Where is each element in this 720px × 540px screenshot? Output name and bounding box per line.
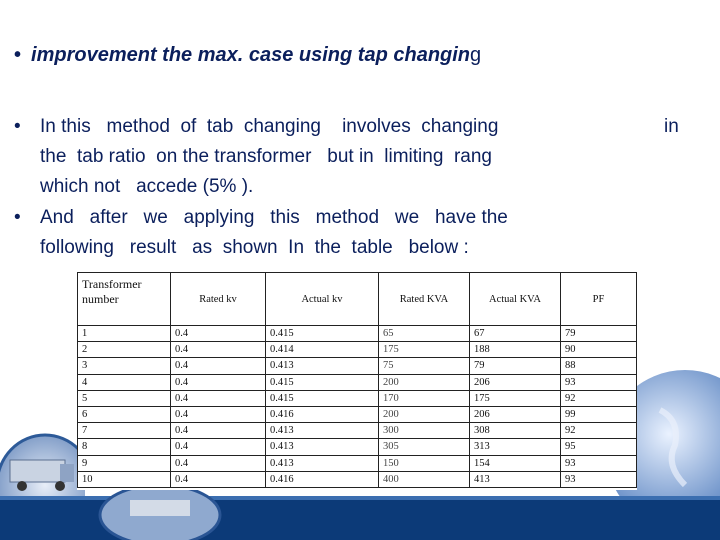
table-row	[78, 471, 637, 487]
table-cell: 2	[78, 342, 171, 358]
table-cell: 0.4	[171, 423, 266, 439]
table-cell: 6	[78, 406, 171, 422]
table-cell: 93	[561, 374, 637, 390]
table-cell: 0.4	[171, 358, 266, 374]
bullet-trail-text: in	[664, 116, 679, 137]
table-cell: 0.413	[266, 455, 379, 471]
table-cell: 300	[379, 423, 470, 439]
table-cell: 0.415	[266, 374, 379, 390]
table-cell: 154	[470, 455, 561, 471]
table-cell: 8	[78, 439, 171, 455]
table-header-row	[78, 273, 637, 326]
table-row	[78, 390, 637, 406]
table-row	[78, 326, 637, 342]
table-row	[78, 439, 637, 455]
table-row	[78, 406, 637, 422]
table-cell: 170	[379, 390, 470, 406]
table-cell: 150	[379, 455, 470, 471]
table-cell: 92	[561, 423, 637, 439]
table-cell: 65	[379, 326, 470, 342]
bullet-text: In this method of tab changing involves changing the tab ratio on the transformer but in limiting rang which not accede (5% ).	[40, 116, 499, 197]
table-cell: 1	[78, 326, 171, 342]
table-cell: 200	[379, 406, 470, 422]
results-table-container	[77, 272, 637, 490]
table-cell: 0.413	[266, 439, 379, 455]
table-cell: 79	[470, 358, 561, 374]
table-cell: 0.4	[171, 406, 266, 422]
table-cell: 0.413	[266, 358, 379, 374]
table-cell: 0.4	[171, 390, 266, 406]
table-cell: 0.4	[171, 374, 266, 390]
table-cell: 95	[561, 439, 637, 455]
table-cell: 99	[561, 406, 637, 422]
table-cell: 200	[379, 374, 470, 390]
table-cell: 313	[470, 439, 561, 455]
table-cell: 0.413	[266, 423, 379, 439]
table-row	[78, 455, 637, 471]
table-cell: 67	[470, 326, 561, 342]
bullet-dot: •	[14, 44, 22, 66]
table-row	[78, 374, 637, 390]
table-cell: 0.4	[171, 455, 266, 471]
table-cell: 400	[379, 471, 470, 487]
table-cell: 0.415	[266, 326, 379, 342]
header-rated-kva: Rated KVA	[379, 273, 470, 326]
bullet-dot: •	[14, 207, 21, 228]
title-text: improvement the max. case using tap changin	[31, 44, 471, 66]
table-cell: 0.414	[266, 342, 379, 358]
table-cell: 175	[470, 390, 561, 406]
header-rated-kv: Rated kv	[171, 273, 266, 326]
table-cell: 5	[78, 390, 171, 406]
table-cell: 0.4	[171, 439, 266, 455]
table-cell: 0.4	[171, 471, 266, 487]
header-actual-kv: Actual kv	[266, 273, 379, 326]
table-cell: 93	[561, 471, 637, 487]
slide-title	[14, 44, 481, 67]
table-cell: 0.4	[171, 342, 266, 358]
header-actual-kva: Actual KVA	[470, 273, 561, 326]
table-row	[78, 358, 637, 374]
table-cell: 305	[379, 439, 470, 455]
table-cell: 92	[561, 390, 637, 406]
table-cell: 90	[561, 342, 637, 358]
results-table	[77, 272, 637, 488]
table-cell: 10	[78, 471, 171, 487]
table-cell: 188	[470, 342, 561, 358]
table-cell: 206	[470, 374, 561, 390]
bullet-dot: •	[14, 116, 21, 137]
table-cell: 0.415	[266, 390, 379, 406]
bullet-text: And after we applying this method we have the following result as shown In the table below :	[40, 207, 508, 258]
table-row	[78, 423, 637, 439]
table-cell: 3	[78, 358, 171, 374]
table-cell: 413	[470, 471, 561, 487]
table-cell: 93	[561, 455, 637, 471]
header-pf: PF	[561, 273, 637, 326]
table-cell: 0.416	[266, 406, 379, 422]
table-cell: 9	[78, 455, 171, 471]
header-transformer-number: Transformer number	[78, 273, 171, 326]
table-cell: 4	[78, 374, 171, 390]
table-cell: 206	[470, 406, 561, 422]
table-cell: 308	[470, 423, 561, 439]
table-cell: 7	[78, 423, 171, 439]
title-suffix: g	[470, 44, 482, 66]
table-cell: 175	[379, 342, 470, 358]
table-cell: 0.4	[171, 326, 266, 342]
table-row	[78, 342, 637, 358]
table-cell: 75	[379, 358, 470, 374]
table-cell: 79	[561, 326, 637, 342]
table-cell: 0.416	[266, 471, 379, 487]
table-cell: 88	[561, 358, 637, 374]
